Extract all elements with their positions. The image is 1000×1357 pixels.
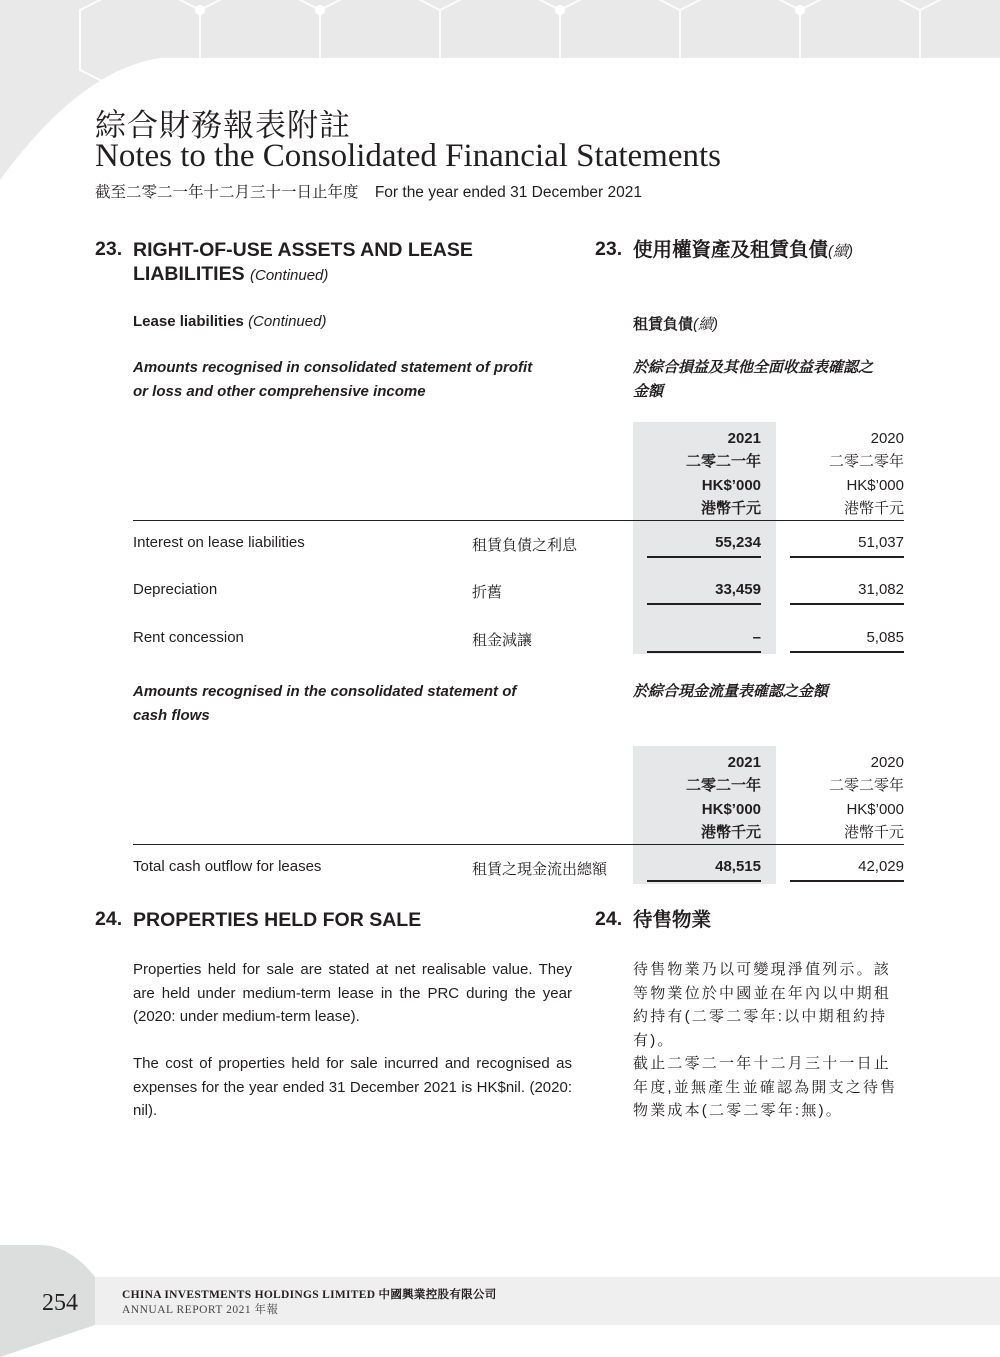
pl-heading-en-line2: or loss and other comprehensive income [133, 383, 426, 400]
row-label-en: Depreciation [133, 581, 218, 598]
hdr-2021-zh: 二零二一年 [685, 777, 761, 795]
footer-report: ANNUAL REPORT 2021 年報 [122, 1304, 279, 1316]
pl-heading-zh [633, 356, 873, 404]
footer-company: CHINA INVESTMENTS HOLDINGS LIMITED 中國興業控股有限公司 [122, 1289, 497, 1301]
row-label-en: Rent concession [133, 629, 244, 646]
hdr-2021: 2021 [727, 430, 761, 447]
sec23-title-zh-wrap [633, 238, 853, 264]
hdr-unit-en: HK$’000 [701, 800, 761, 818]
hdr-2020-zh: 二零二零年 [828, 777, 904, 795]
hdr-unit-en: HK$’000 [701, 476, 761, 494]
sec23-title-en [133, 238, 473, 288]
subtitle-en: For the year ended 31 December 2021 [374, 184, 642, 201]
pl-heading-zh-line2: 金額 [633, 383, 664, 400]
page-number: 254 [42, 1290, 78, 1316]
page-subtitle [95, 180, 654, 202]
sec24-title-zh: 待售物業 [633, 909, 712, 931]
hdr-2021-zh: 二零二一年 [685, 453, 761, 471]
sec24-paragraph2-en: The cost of properties held for sale incurred and recognised as expenses for the year ended 31 December 2021 is HK$nil. (2020: nil). [133, 1055, 572, 1119]
row-value-2021: 48,515 [715, 858, 761, 875]
cf-heading-en [133, 680, 516, 728]
underline-2021 [647, 603, 761, 605]
underline-2020 [790, 880, 904, 882]
row-value-2020: 51,037 [858, 534, 904, 551]
underline-2020 [790, 651, 904, 653]
row-value-2020: 5,085 [866, 629, 904, 646]
sec23-continued-zh: (續) [828, 243, 854, 260]
sub-zh: 租賃負債 [633, 316, 694, 333]
sec24-title-en: PROPERTIES HELD FOR SALE [133, 909, 422, 931]
hdr-unit-zh: 港幣千元 [700, 824, 761, 842]
sub-zh-continued: (續) [693, 316, 719, 333]
hdr-unit-zh: 港幣千元 [843, 824, 904, 842]
sec24-paragraph2-zh: 截止二零二一年十二月三十一日止年度,並無產生並確認為開支之待售物業成本(二零二零年:無)。 [633, 1055, 898, 1119]
hdr-unit-en: HK$’000 [846, 800, 904, 818]
row-label-en: Interest on lease liabilities [133, 534, 305, 551]
sec23-title-en-line1: RIGHT-OF-USE ASSETS AND LEASE [133, 239, 473, 261]
hdr-2020-zh: 二零二零年 [828, 453, 904, 471]
sec24-paragraph1-en: Properties held for sale are stated at net realisable value. They are held under medium-term lease in the PRC during the year (2020: under medium-term lease). [133, 961, 572, 1025]
sec24-number-en: 24. [95, 908, 123, 930]
table2-header-2020 [790, 751, 904, 845]
row-value-2021: – [752, 629, 761, 646]
sub-en-continued: (Continued) [248, 313, 327, 330]
row-value-2021: 55,234 [715, 534, 761, 551]
hdr-2020: 2020 [870, 754, 904, 771]
cf-heading-en-line1: Amounts recognised in the consolidated statement of [133, 683, 517, 700]
table2-header-2021 [633, 751, 761, 845]
cf-heading-en-line2: cash flows [133, 707, 210, 724]
page-title-en: Notes to the Consolidated Financial Statements [95, 138, 721, 174]
sec23-number-en: 23. [95, 238, 123, 260]
row-label-en: Total cash outflow for leases [133, 858, 322, 875]
row-value-2021: 33,459 [715, 581, 761, 598]
table2-header-rule [133, 844, 904, 845]
cf-heading-zh: 於綜合現金流量表確認之金額 [633, 683, 829, 700]
hdr-unit-en: HK$’000 [846, 476, 904, 494]
underline-2021 [647, 556, 761, 558]
hdr-unit-zh: 港幣千元 [700, 500, 761, 518]
underline-2021 [647, 651, 761, 653]
row-value-2020: 31,082 [858, 581, 904, 598]
hdr-2021: 2021 [727, 754, 761, 771]
row-value-2020: 42,029 [858, 858, 904, 875]
underline-2020 [790, 556, 904, 558]
sec23-number-zh: 23. [595, 238, 623, 260]
pl-heading-en [133, 356, 532, 404]
pl-heading-zh-line1: 於綜合損益及其他全面收益表確認之 [633, 359, 874, 376]
row-label-zh: 折舊 [472, 584, 503, 601]
page-title-zh: 綜合財務報表附註 [95, 108, 351, 144]
lease-liabilities-subheading-zh [633, 313, 718, 334]
sec23-continued-en: (Continued) [250, 267, 329, 284]
pl-heading-en-line1: Amounts recognised in consolidated statement of profit [133, 359, 533, 376]
sec23-title-zh: 使用權資產及租賃負債 [633, 239, 829, 261]
underline-2020 [790, 603, 904, 605]
sub-en: Lease liabilities [133, 313, 244, 330]
underline-2021 [647, 880, 761, 882]
table1-header-2020 [790, 427, 904, 521]
hdr-unit-zh: 港幣千元 [843, 500, 904, 518]
sec24-paragraph1-zh: 待售物業乃以可變現淨值列示。該等物業位於中國並在年內以中期租約持有(二零二零年:以中期租約持有)。 [633, 961, 892, 1049]
table1-header-2021 [633, 427, 761, 521]
sec24-number-zh: 24. [595, 908, 623, 930]
lease-liabilities-subheading-en [133, 313, 326, 330]
row-label-zh: 租金減讓 [472, 632, 533, 649]
row-label-zh: 租賃負債之利息 [472, 537, 578, 554]
sec23-title-en-line2: LIABILITIES [133, 263, 245, 285]
subtitle-zh: 截至二零二一年十二月三十一日止年度 [95, 184, 359, 201]
table1-header-rule [133, 520, 904, 521]
hdr-2020: 2020 [870, 430, 904, 447]
row-label-zh: 租賃之現金流出總額 [472, 861, 608, 878]
